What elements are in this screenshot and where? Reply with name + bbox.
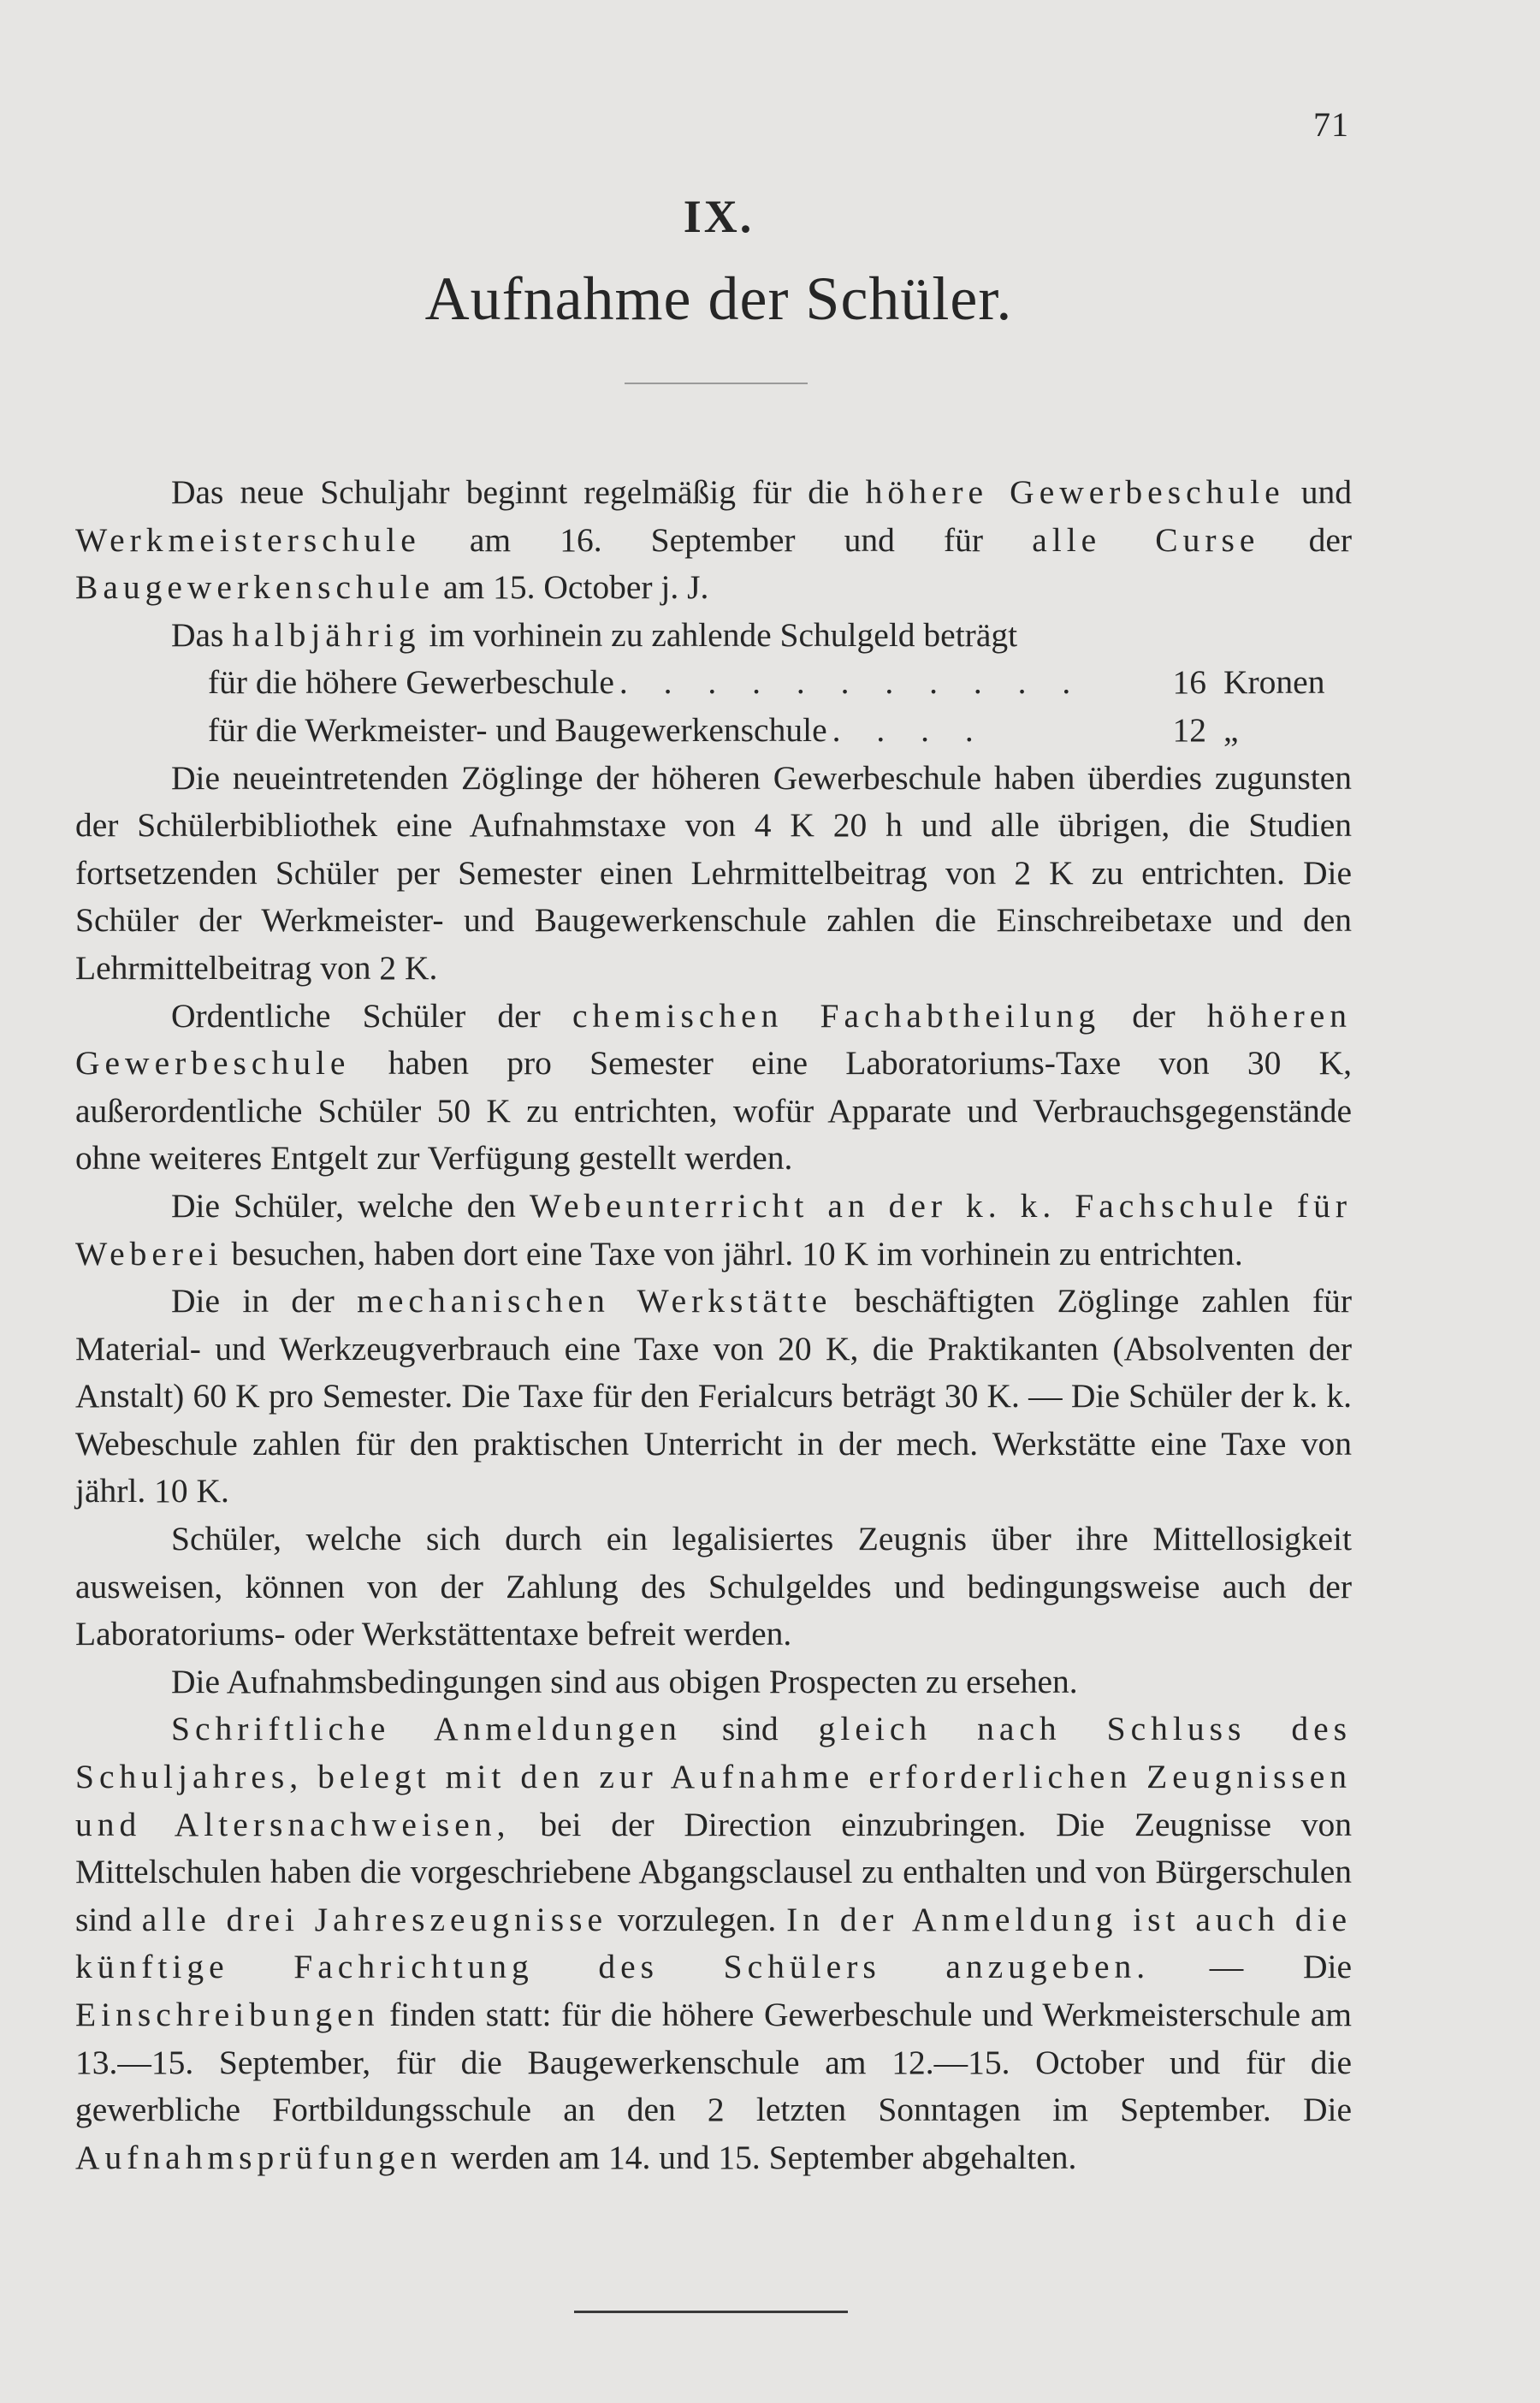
- text-span: Das neue Schuljahr beginnt regelmäßig für die: [171, 473, 866, 511]
- fee-unit: „: [1223, 710, 1239, 749]
- text-span: am 16. September und für: [420, 520, 1033, 559]
- title-divider: [625, 383, 808, 384]
- body-text: [75, 469, 1352, 2181]
- fee-line: [208, 707, 1352, 755]
- emphasis-span: halbjährig: [232, 615, 421, 654]
- text-span: der: [1100, 996, 1207, 1035]
- text-span: im vorhinein zu zahlende Schulgeld beträgt: [420, 615, 1018, 654]
- text-span: Die Schüler, welche den: [171, 1186, 530, 1225]
- text-span: am 15. October j. J.: [435, 568, 709, 607]
- text-span: besuchen, haben dort eine Taxe von jährl. 10 K im vorhinein zu entrichten.: [222, 1234, 1243, 1273]
- fee-label: für die Werkmeister- und Baugewerkenschule: [208, 710, 827, 749]
- text-span: der: [1259, 520, 1353, 559]
- paragraph-registration: [75, 1706, 1352, 2181]
- fee-amount: 16: [1172, 663, 1206, 702]
- emphasis-span: alle drei Jahreszeugnisse: [141, 1900, 608, 1938]
- emphasis-span: Einschreibungen: [75, 1996, 380, 2033]
- paragraph-tuition: [75, 612, 1352, 660]
- emphasis-span: höhere Gewerbeschule: [865, 473, 1285, 511]
- text-span: beschäftigten Zöglinge zahlen für Material- und Werkzeugverbrauch eine Taxe von 20 K, die Praktikanten (Absolventen der Anstalt) 60 K pro Semester. Die Taxe für den Ferialcurs beträgt 30 K. — Die Schüler der k. k. Webeschule zahlen für den praktischen Unterricht in der mech. Werkstätte eine Taxe von jährl. 10 K.: [75, 1282, 1352, 1510]
- fee-leader-dots: . . . .: [832, 710, 987, 749]
- fee-amount: 12: [1172, 710, 1206, 749]
- paragraph-workshop-fee: [75, 1278, 1352, 1516]
- text-span: und: [1284, 473, 1352, 511]
- text-span: haben pro Semester eine Laboratoriums-Taxe von 30 K, außerordentliche Schüler 50 K zu entrichten, wofür Apparate und Verbrauchsgegenstände ohne weiteres Entgelt zur Verfügung gestellt werden.: [75, 1044, 1352, 1178]
- end-divider: [574, 2311, 848, 2313]
- fee-unit: Kronen: [1223, 663, 1325, 702]
- text-span: vorzulegen.: [607, 1900, 787, 1938]
- text-span: Das: [171, 615, 233, 654]
- emphasis-span: chemischen Fachabtheilung: [572, 996, 1101, 1035]
- paragraph-laboratory-fee: [75, 993, 1352, 1183]
- fee-line: [208, 659, 1352, 707]
- paragraph-conditions: Die Aufnahmsbedingungen sind aus obigen Prospecten zu ersehen.: [171, 1662, 1078, 1700]
- page-number: 71: [1313, 105, 1349, 144]
- text-span: Ordentliche Schüler der: [171, 996, 572, 1035]
- emphasis-span: In der Anmeldung ist auch die künftige Fachrichtung des Schülers anzugeben.: [75, 1900, 1353, 1986]
- emphasis-span: mechanischen Werkstätte: [357, 1282, 832, 1320]
- emphasis-span: Aufnahmsprüfungen: [75, 2138, 442, 2176]
- paragraph-fee-exemption: Schüler, welche sich durch ein legalisiertes Zeugnis über ihre Mittellosigkeit ausweisen, können von der Zahlung des Schulgeldes und bedingungsweise auch der Laboratoriums- oder Werkstättentaxe befreit werden.: [75, 1520, 1352, 1653]
- paragraph-school-year: [75, 469, 1352, 612]
- chapter-number: IX.: [683, 191, 755, 242]
- paragraph-admission-fee: Die neueintretenden Zöglinge der höheren Gewerbeschule haben überdies zugunsten der Schülerbibliothek eine Aufnahmstaxe von 4 K 20 h und alle übrigen, die Studien fortsetzenden Schüler per Semester einen Lehrmittelbeitrag von 2 K zu entrichten. Die Schüler der Werkmeister- und Baugewerkenschule zahlen die Einschreibetaxe und den Lehrmittelbeitrag von 2 K.: [75, 758, 1352, 987]
- emphasis-span: Werkmeisterschule: [75, 520, 421, 559]
- paragraph-weaving-fee: [75, 1183, 1352, 1278]
- text-span: sind: [681, 1710, 819, 1748]
- fee-leader-dots: . . . . . . . . . . .: [619, 663, 1085, 702]
- text-span: — Die: [1150, 1948, 1352, 1986]
- text-span: Die in der: [171, 1282, 358, 1320]
- emphasis-span: Schriftliche Anmeldungen: [171, 1710, 682, 1748]
- chapter-title: Aufnahme der Schüler.: [424, 264, 1013, 333]
- fee-label: für die höhere Gewerbeschule: [208, 663, 614, 702]
- emphasis-span: gleich nach Schluss des Schuljahres, belegt mit den zur Aufnahme erforderlichen Zeugnissen und Altersnachweisen,: [75, 1710, 1352, 1843]
- emphasis-span: höheren Gewerbeschule: [75, 996, 1353, 1083]
- text-span: werden am 14. und 15. September abgehalten.: [441, 2138, 1077, 2176]
- text-span: finden statt: für die höhere Gewerbeschule und Werkmeisterschule am 13.—15. September, für die Baugewerkenschule am 12.—15. October und für die gewerbliche Fortbildungsschule an den 2 letzten Sonntagen im September. Die: [75, 1996, 1352, 2129]
- emphasis-span: Baugewerkenschule: [75, 568, 435, 607]
- emphasis-span: alle Curse: [1032, 520, 1260, 559]
- text-span: bei der Direction einzubringen. Die Zeugnisse von Mittelschulen haben die vorgeschriebene Abgangsclausel zu enthalten und von Bürgerschulen sind: [75, 1805, 1352, 1938]
- emphasis-span: Webeunterricht an der k. k. Fachschule für Weberei: [75, 1186, 1352, 1273]
